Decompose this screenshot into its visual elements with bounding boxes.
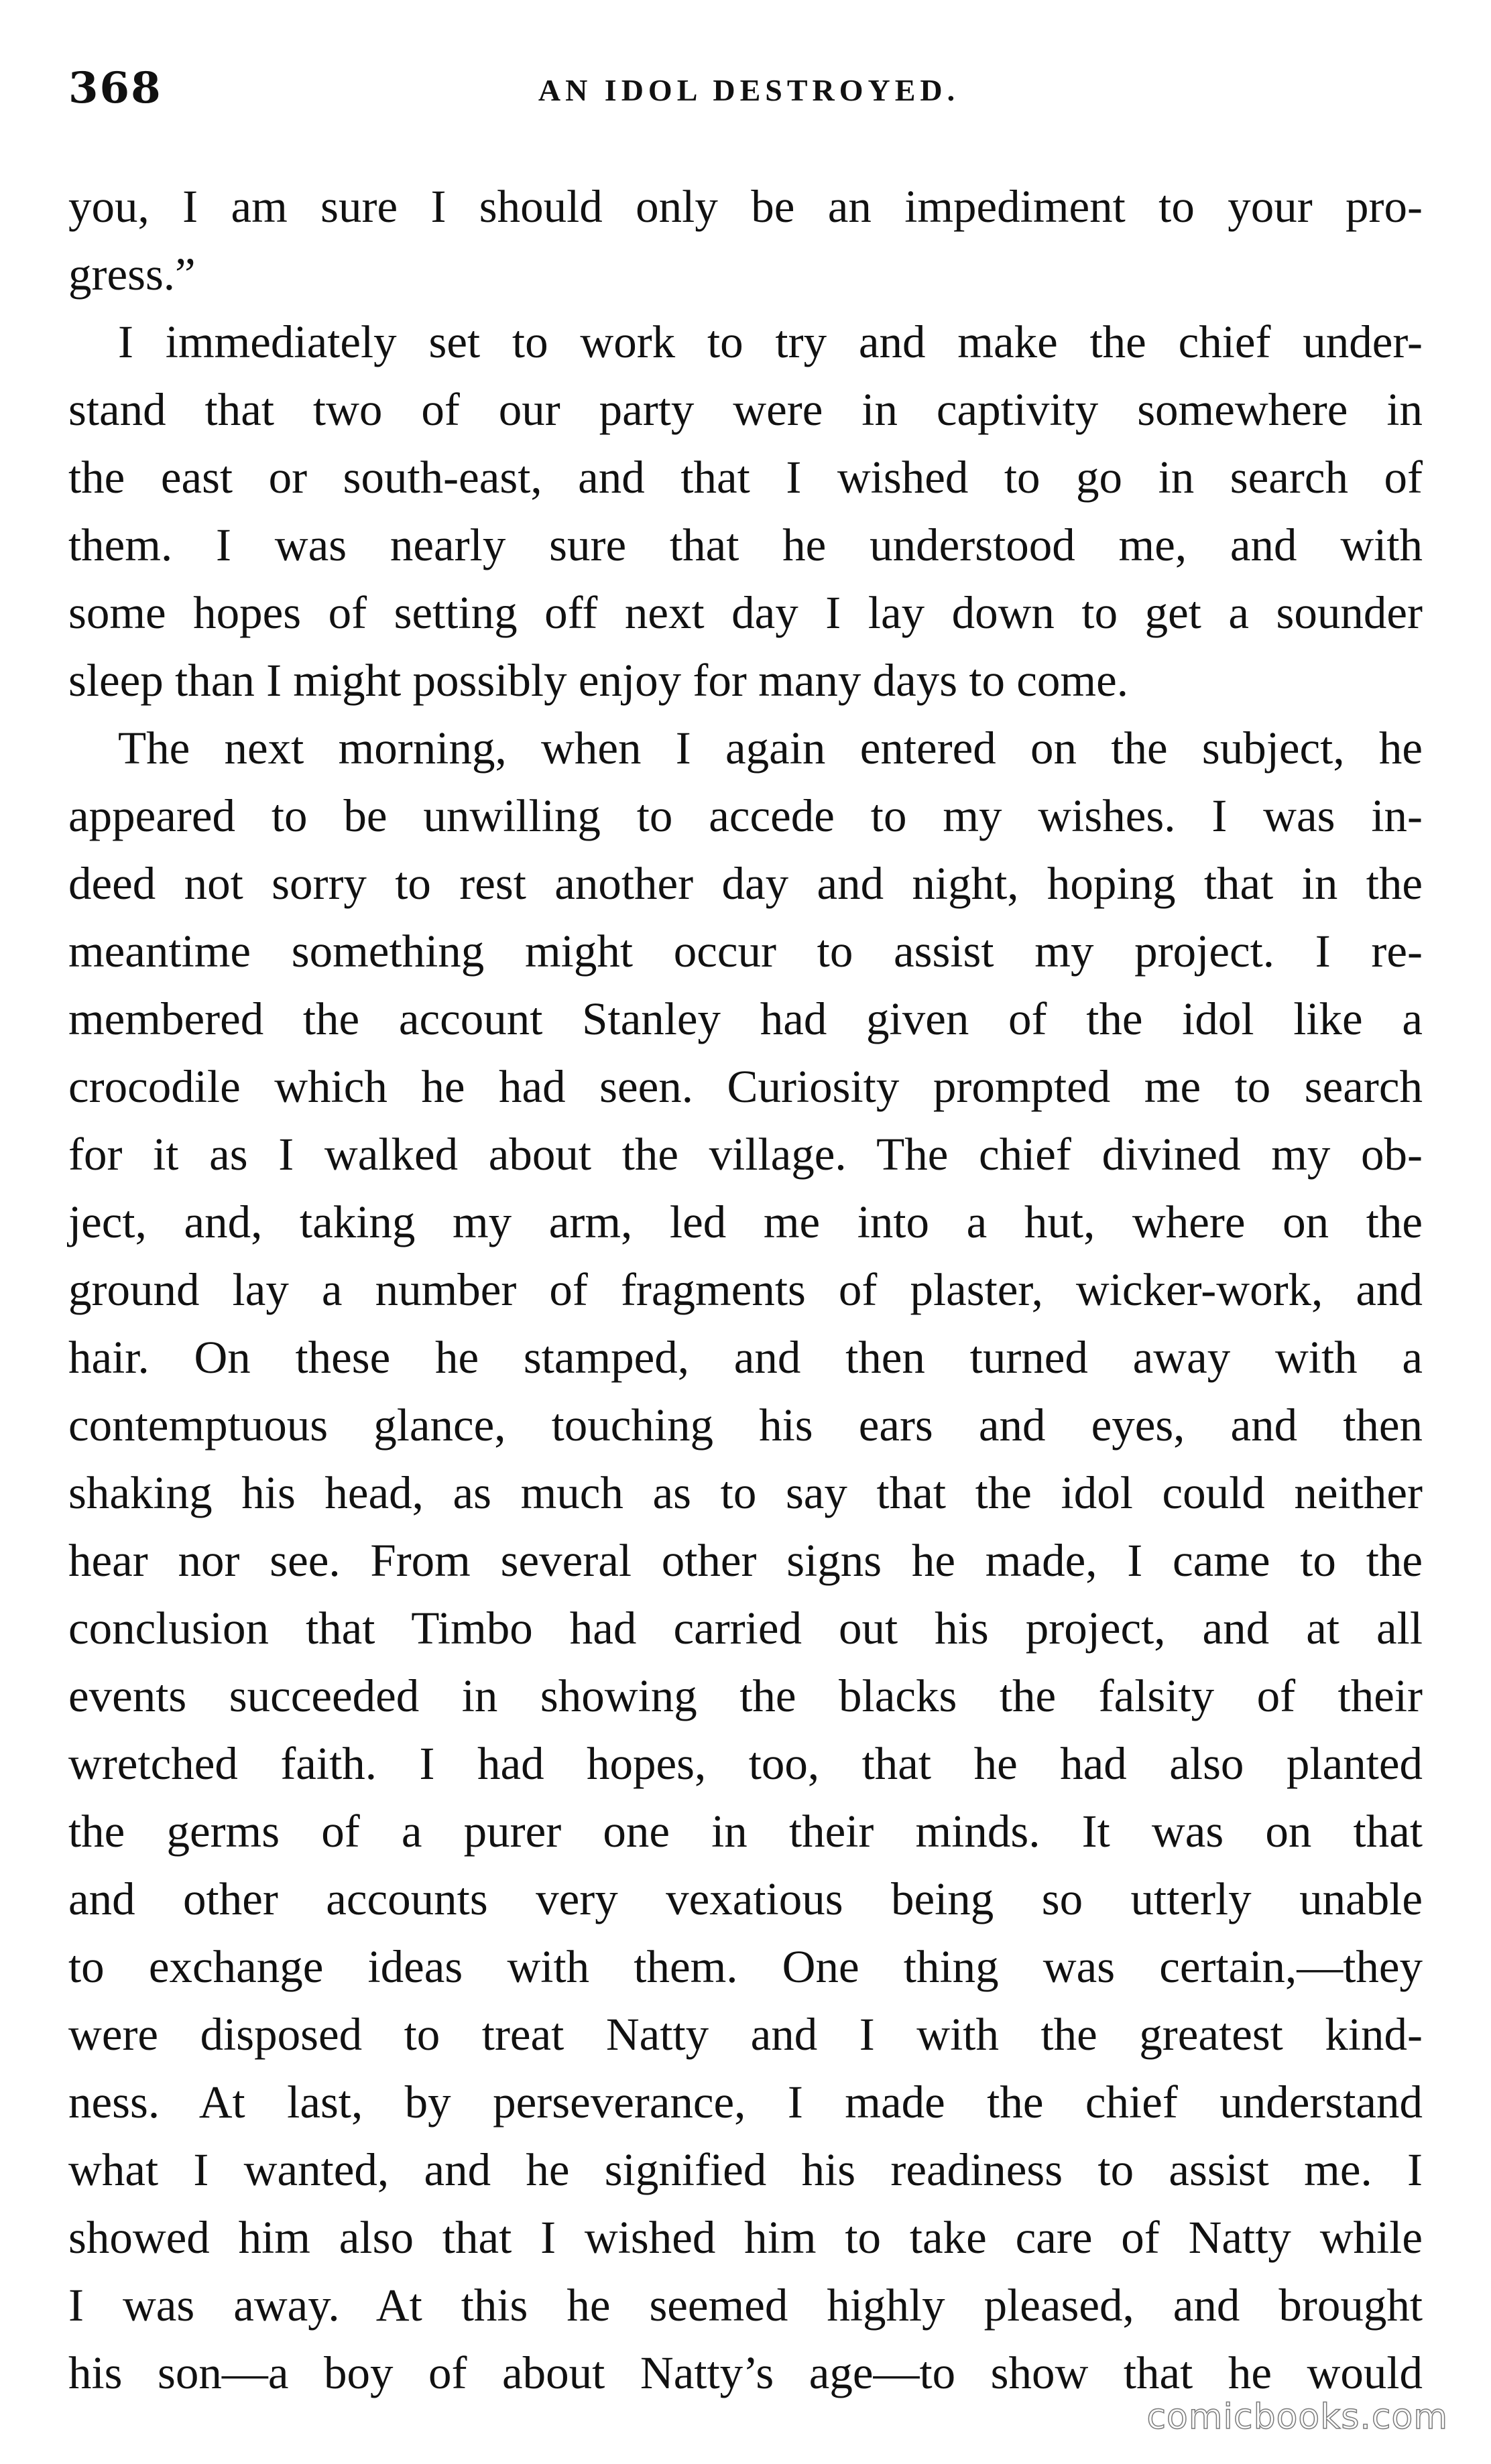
- text-line: them. I was nearly sure that he understood me, and with: [68, 519, 1423, 570]
- text-line: ground lay a number of fragments of plaster, wicker-work, and: [68, 1264, 1423, 1315]
- text-line: and other accounts very vexatious being so utterly unable: [68, 1873, 1423, 1924]
- text-line: meantime something might occur to assist my project. I re-: [68, 926, 1423, 977]
- text-line: for it as I walked about the village. The chief divined my ob-: [68, 1129, 1423, 1180]
- text-line: gress.”: [68, 249, 196, 300]
- text-line: his son—a boy of about Natty’s age—to show that he would: [68, 2347, 1423, 2398]
- text-line: the east or south-east, and that I wished to go in search of: [68, 452, 1423, 503]
- text-line: shaking his head, as much as to say that the idol could neither: [68, 1467, 1423, 1518]
- text-line: the germs of a purer one in their minds. It was on that: [68, 1806, 1423, 1857]
- text-line: sleep than I might possibly enjoy for many days to come.: [68, 655, 1128, 706]
- text-line: deed not sorry to rest another day and night, hoping that in the: [68, 858, 1423, 909]
- text-line: some hopes of setting off next day I lay down to get a sounder: [68, 587, 1423, 638]
- body-text: [68, 173, 1423, 2407]
- page-number: 368: [68, 63, 162, 113]
- running-title: AN IDOL DESTROYED.: [538, 73, 960, 107]
- text-line: contemptuous glance, touching his ears and eyes, and then: [68, 1400, 1423, 1451]
- text-line: you, I am sure I should only be an impediment to your pro-: [68, 181, 1423, 232]
- text-line: appeared to be unwilling to accede to my wishes. I was in-: [68, 790, 1423, 841]
- text-line: The next morning, when I again entered on the subject, he: [118, 723, 1423, 774]
- text-line: membered the account Stanley had given of the idol like a: [68, 993, 1423, 1044]
- watermark: comicbooks.com: [1146, 2397, 1448, 2437]
- page-header: [68, 62, 1429, 115]
- text-line: I was away. At this he seemed highly pleased, and brought: [68, 2280, 1423, 2331]
- text-line: wretched faith. I had hopes, too, that he had also planted: [68, 1738, 1423, 1789]
- text-line: hear nor see. From several other signs he made, I came to the: [68, 1535, 1423, 1586]
- text-line: showed him also that I wished him to take care of Natty while: [68, 2212, 1423, 2263]
- text-line: what I wanted, and he signified his readiness to assist me. I: [68, 2144, 1423, 2195]
- text-line: hair. On these he stamped, and then turned away with a: [68, 1332, 1423, 1383]
- text-line: ject, and, taking my arm, led me into a hut, where on the: [68, 1196, 1423, 1247]
- text-line: were disposed to treat Natty and I with the greatest kind-: [68, 2009, 1423, 2060]
- text-line: conclusion that Timbo had carried out his project, and at all: [68, 1603, 1423, 1654]
- text-line: ness. At last, by perseverance, I made the chief understand: [68, 2077, 1423, 2128]
- text-line: to exchange ideas with them. One thing was certain,—they: [68, 1941, 1423, 1992]
- text-line: crocodile which he had seen. Curiosity prompted me to search: [68, 1061, 1423, 1112]
- text-line: events succeeded in showing the blacks the falsity of their: [68, 1670, 1423, 1721]
- text-line: I immediately set to work to try and make the chief under-: [118, 316, 1423, 367]
- text-line: stand that two of our party were in captivity somewhere in: [68, 384, 1423, 435]
